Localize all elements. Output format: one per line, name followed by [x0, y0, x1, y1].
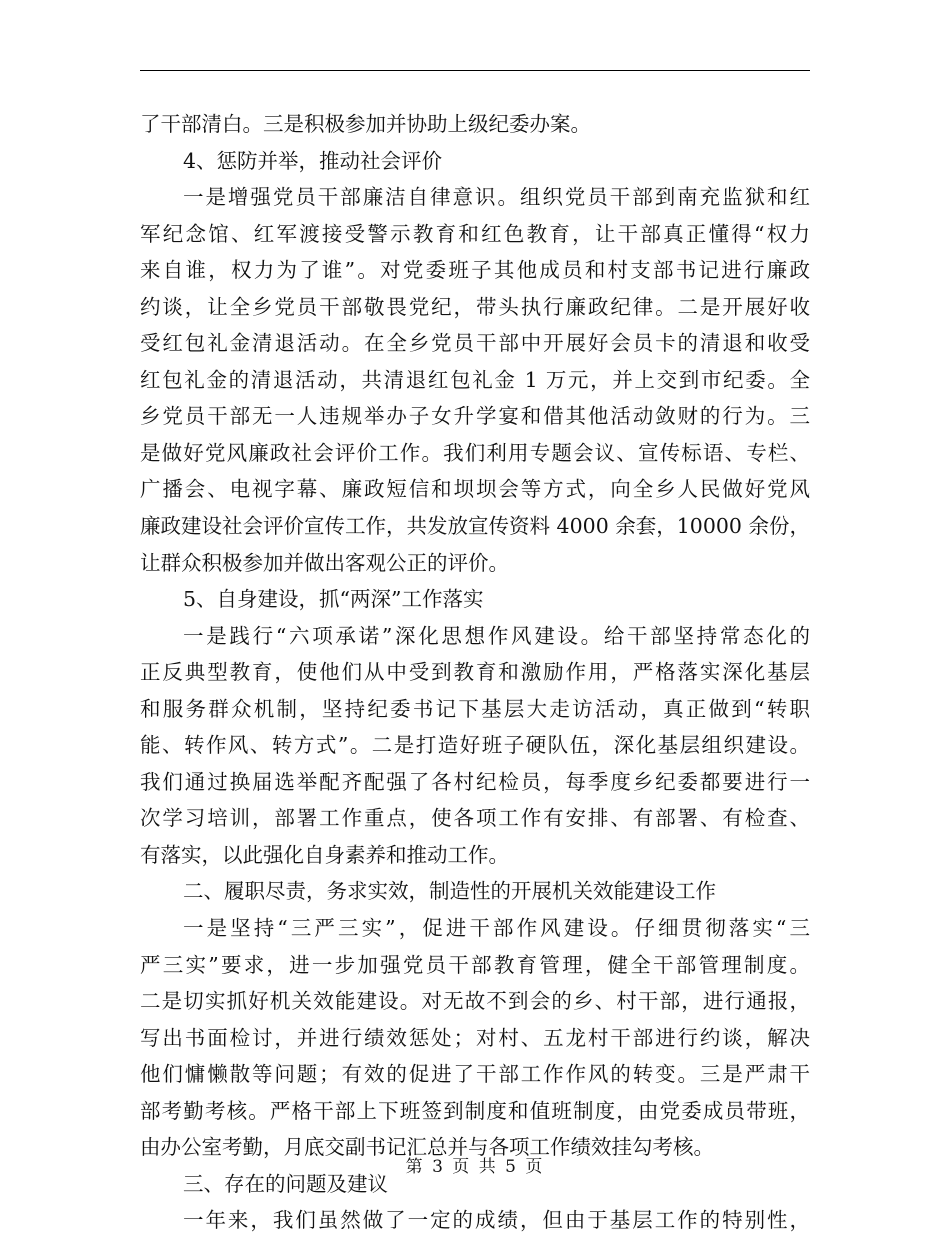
text-line: 军纪念馆、红军渡接受警示教育和红色教育，让干部真正懂得“权力 — [140, 221, 810, 246]
text-line: 乡党员干部无一人违规举办子女升学宴和借其他活动敛财的行为。三 — [140, 404, 810, 429]
text-line: 一是坚持“三严三实”，促进干部作风建设。仔细贯彻落实“三 — [183, 916, 810, 941]
text-line: 严三实”要求，进一步加强党员干部教育管理，健全干部管理制度。 — [140, 952, 810, 977]
text-line: 正反典型教育，使他们从中受到教育和激励作用，严格落实深化基层 — [140, 660, 810, 685]
text-line: 广播会、电视字幕、廉政短信和坝坝会等方式，向全乡人民做好党风 — [140, 477, 810, 502]
text-line: 次学习培训，部署工作重点，使各项工作有安排、有部署、有检查、 — [140, 806, 810, 831]
text-line: 和服务群众机制，坚持纪委书记下基层大走访活动，真正做到“转职 — [140, 696, 810, 721]
text-line: 受红包礼金清退活动。在全乡党员干部中开展好会员卡的清退和收受 — [140, 331, 810, 356]
text-line: 了干部清白。三是积极参加并协助上级纪委办案。 — [140, 112, 591, 136]
text-line: 一年来，我们虽然做了一定的成绩，但由于基层工作的特别性， — [183, 1208, 810, 1233]
text-line: 来自谁，权力为了谁”。对党委班子其他成员和村支部书记进行廉政 — [140, 258, 810, 283]
text-line: 让群众积极参加并做出客观公正的评价。 — [140, 550, 509, 575]
text-line: 有落实，以此强化自身素养和推动工作。 — [140, 842, 509, 867]
document-body — [140, 106, 810, 1239]
text-line: 约谈，让全乡党员干部敬畏党纪，带头执行廉政纪律。二是开展好收 — [140, 294, 810, 319]
text-line: 二是切实抓好机关效能建设。对无故不到会的乡、村干部，进行通报， — [140, 989, 810, 1014]
text-line: 二、履职尽责，务求实效，制造性的开展机关效能建设工作 — [183, 879, 716, 904]
text-line: 能、转作风、转方式”。二是打造好班子硬队伍，深化基层组织建设。 — [140, 733, 810, 758]
header-rule — [140, 70, 810, 71]
text-line: 5、自身建设，抓“两深”工作落实 — [183, 587, 484, 612]
text-line: 我们通过换届选举配齐配强了各村纪检员，每季度乡纪委都要进行一 — [140, 769, 810, 794]
text-line: 部考勤考核。严格干部上下班签到制度和值班制度，由党委成员带班， — [140, 1098, 810, 1123]
text-line: 写出书面检讨，并进行绩效惩处；对村、五龙村干部进行约谈，解决 — [140, 1025, 810, 1050]
text-line: 廉政建设社会评价宣传工作，共发放宣传资料 4000 余套，10000 余份， — [140, 514, 810, 539]
text-line: 红包礼金的清退活动，共清退红包礼金 1 万元，并上交到市纪委。全 — [140, 367, 810, 392]
text-line: 由办公室考勤，月底交副书记汇总并与各项工作绩效挂勾考核。 — [140, 1135, 714, 1160]
page-number: 第 3 页 共 5 页 — [405, 1157, 545, 1177]
text-line: 是做好党风廉政社会评价工作。我们利用专题会议、宣传标语、专栏、 — [140, 440, 810, 465]
text-line: 一是践行“六项承诺”深化思想作风建设。给干部坚持常态化的 — [183, 623, 810, 648]
text-line: 三、存在的问题及建议 — [183, 1171, 388, 1196]
text-line: 他们慵懒散等问题；有效的促进了干部工作作风的转变。三是严肃干 — [140, 1062, 810, 1087]
text-line: 一是增强党员干部廉洁自律意识。组织党员干部到南充监狱和红 — [183, 185, 810, 210]
text-line: 4、惩防并举，推动社会评价 — [183, 148, 443, 173]
